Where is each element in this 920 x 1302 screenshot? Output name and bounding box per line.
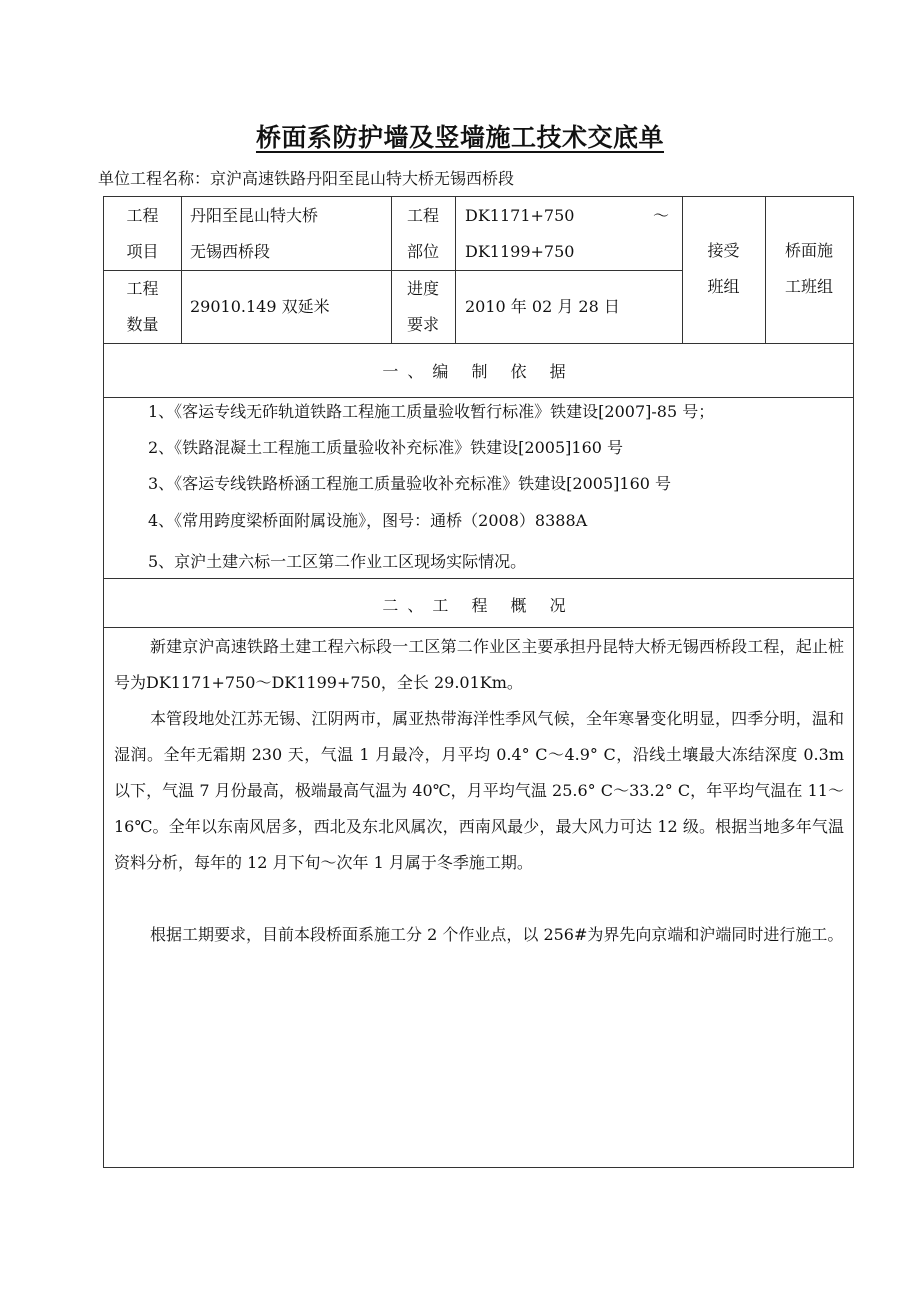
document-title: 桥面系防护墙及竖墙施工技术交底单	[255, 123, 664, 152]
section1-heading: 一、编 制 依 据	[382, 362, 575, 381]
reference-item: 5、京沪土建六标一工区第二作业工区现场实际情况。	[148, 552, 527, 571]
schedule-value: 2010 年 02 月 28 日	[465, 297, 620, 316]
quantity-label: 工程 数量	[126, 279, 159, 334]
reference-item: 3、《客运专线铁路桥涵工程施工质量验收补充标准》铁建设[2005]160 号	[148, 474, 672, 493]
grid-line	[104, 397, 853, 398]
reference-item: 1、《客运专线无砟轨道铁路工程施工质量验收暂行标准》铁建设[2007]-85 号；	[148, 402, 715, 421]
grid-line	[104, 627, 853, 628]
schedule-paragraph: 根据工期要求，目前本段桥面系施工分 2 个作业点，以 256#为界先向京端和沪端同时进行施工。	[150, 925, 844, 944]
project-label: 工程 项目	[126, 206, 159, 261]
receiver-label: 接受 班组	[707, 241, 740, 296]
overview-paragraph: 新建京沪高速铁路土建工程六标段一工区第二作业区主要承担丹昆特大桥无锡西桥段工程，起止桩号为DK1171+750～DK1199+750，全长 29.01Km。	[114, 637, 844, 692]
receiver-value: 桥面施 工班组	[784, 241, 833, 296]
location-label: 工程 部位	[406, 206, 439, 261]
climate-paragraph: 本管段地处江苏无锡、江阴两市，属亚热带海洋性季风气候，全年寒暑变化明显，四季分明，温和湿润。全年无霜期 230 天，气温 1 月最冷，月平均 0.4° C～4.9° C，沿线土壤最大冻结深度 0.3m 以下，气温 7 月份最高，极端最高气温为 40℃，月平均气温 25.6° C～33.2° C，年平均气温在 11～16℃。全年以东南风居多，西北及东北风属次，西南风最少，最大风力可达 12 级。根据当地多年气温资料分析，每年的 12 月下旬～次年 1 月属于冬季施工期。	[114, 709, 844, 872]
quantity-value: 29010.149 双延米	[190, 297, 330, 316]
disclosure-table	[103, 196, 854, 1168]
grid-line	[104, 578, 853, 579]
reference-item: 2、《铁路混凝土工程施工质量验收补充标准》铁建设[2005]160 号	[148, 438, 624, 457]
reference-item: 4、《常用跨度梁桥面附属设施》，图号：通桥（2008）8388A	[148, 511, 588, 530]
unit-project-name: 单位工程名称：京沪高速铁路丹阳至昆山特大桥无锡西桥段	[98, 169, 515, 188]
location-value: DK1171+750 ～ DK1199+750	[465, 206, 669, 261]
grid-line	[104, 343, 853, 344]
section2-heading: 二、工 程 概 况	[382, 596, 575, 615]
schedule-label: 进度 要求	[406, 279, 439, 334]
project-value: 丹阳至昆山特大桥 无锡西桥段	[190, 206, 319, 261]
